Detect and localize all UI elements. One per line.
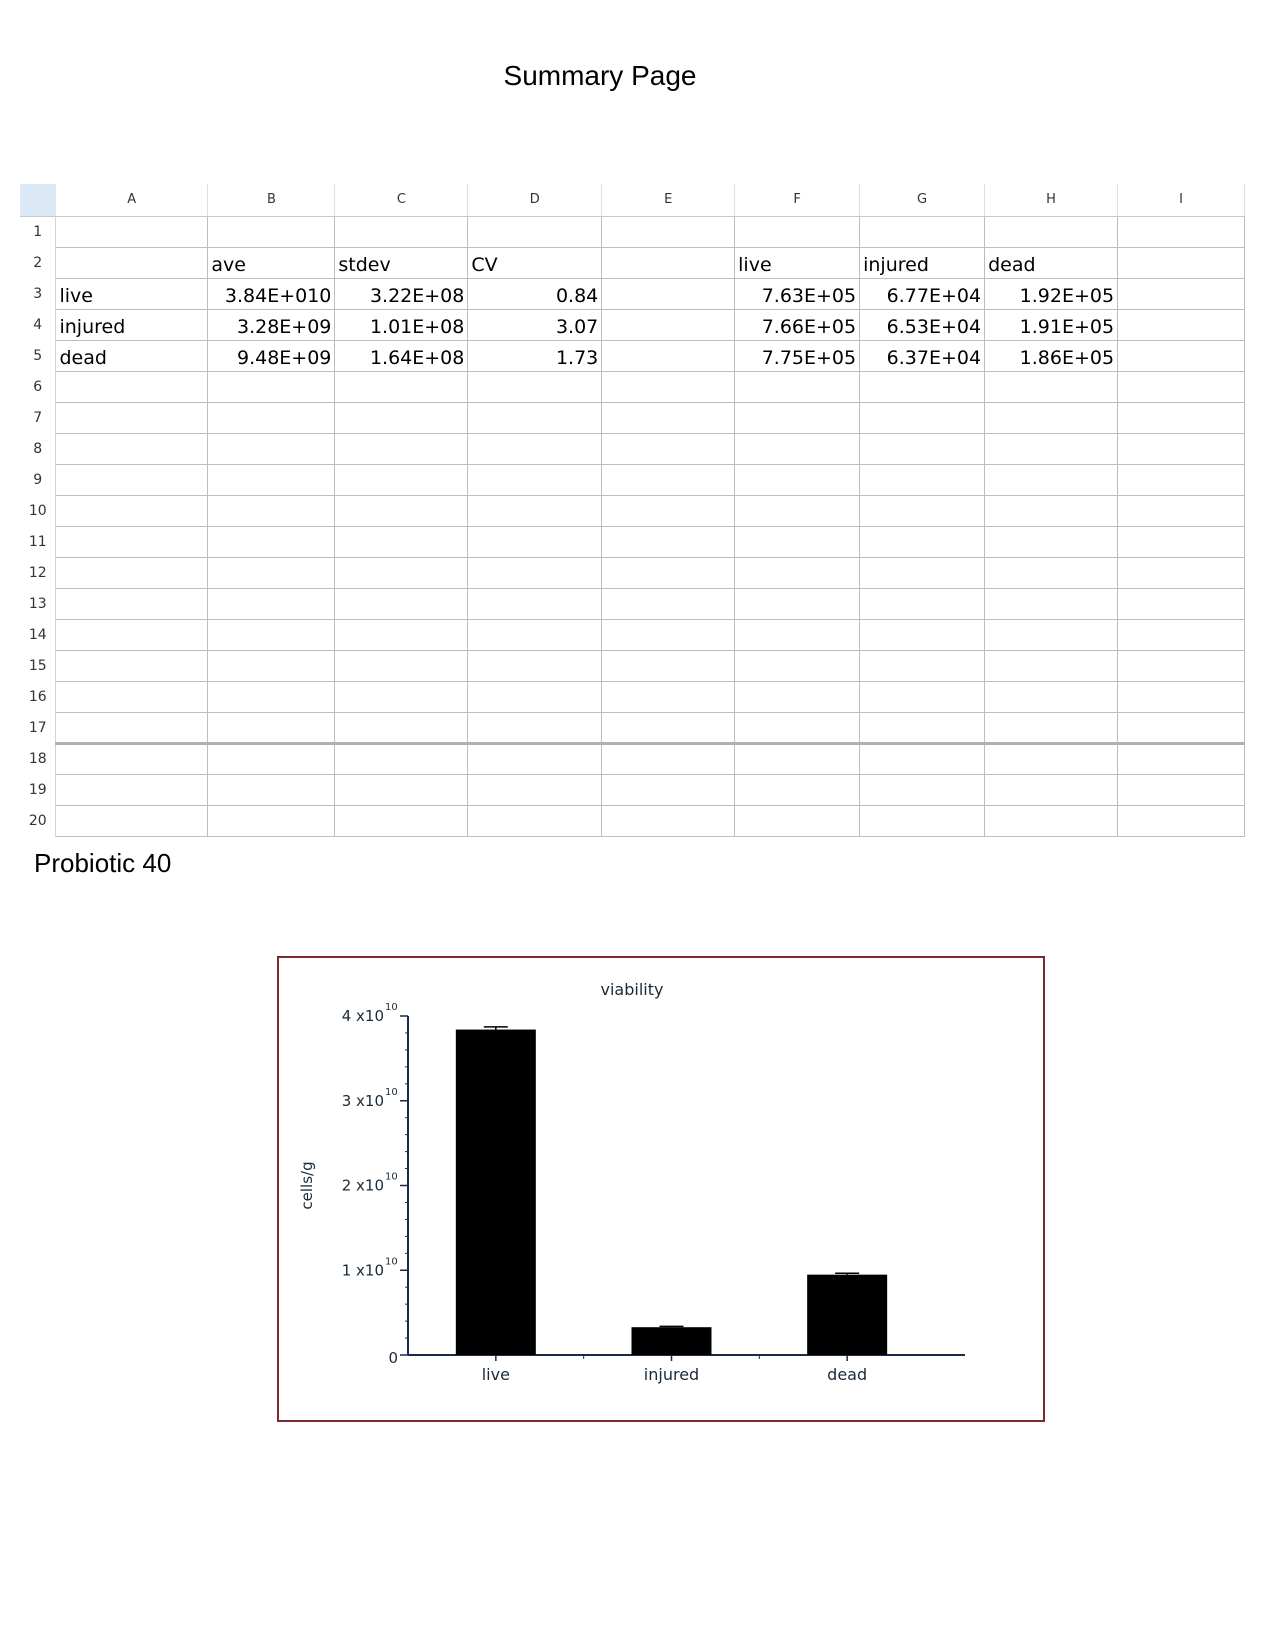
column-header-i[interactable]: I bbox=[1118, 184, 1245, 216]
bar-injured bbox=[632, 1327, 712, 1355]
cell-c1[interactable] bbox=[335, 216, 468, 247]
cell-b6[interactable] bbox=[208, 371, 335, 402]
cell-f9[interactable] bbox=[735, 464, 860, 495]
cell-b11[interactable] bbox=[208, 526, 335, 557]
cell-e2[interactable] bbox=[602, 247, 735, 278]
cell-a9[interactable] bbox=[56, 464, 208, 495]
cell-b4[interactable]: 3.28E+09 bbox=[208, 309, 335, 340]
cell-d17[interactable] bbox=[468, 712, 602, 743]
cell-f16[interactable] bbox=[735, 681, 860, 712]
cell-a19[interactable] bbox=[56, 774, 208, 805]
sheet-row bbox=[20, 650, 1245, 681]
cell-d9[interactable] bbox=[468, 464, 602, 495]
row-header[interactable]: 13 bbox=[20, 588, 56, 619]
sheet-row bbox=[20, 278, 1245, 309]
cell-i20[interactable] bbox=[1118, 805, 1245, 836]
cell-c15[interactable] bbox=[335, 650, 468, 681]
spreadsheet bbox=[20, 184, 1245, 837]
sheet-row bbox=[20, 371, 1245, 402]
column-header-a[interactable]: A bbox=[56, 184, 208, 216]
sheet-row bbox=[20, 774, 1245, 805]
sheet-row bbox=[20, 247, 1245, 278]
cell-f13[interactable] bbox=[735, 588, 860, 619]
cell-f11[interactable] bbox=[735, 526, 860, 557]
sheet-row bbox=[20, 619, 1245, 650]
cell-h12[interactable] bbox=[985, 557, 1118, 588]
cell-a20[interactable] bbox=[56, 805, 208, 836]
cell-a14[interactable] bbox=[56, 619, 208, 650]
x-tick-label-live: live bbox=[481, 1365, 510, 1384]
cell-i1[interactable] bbox=[1118, 216, 1245, 247]
row-header[interactable]: 17 bbox=[20, 712, 56, 743]
cell-d15[interactable] bbox=[468, 650, 602, 681]
sheet-row bbox=[20, 743, 1245, 774]
chart-svg bbox=[279, 958, 1043, 1420]
cell-e7[interactable] bbox=[602, 402, 735, 433]
cell-g12[interactable] bbox=[860, 557, 985, 588]
cell-g4[interactable]: 6.53E+04 bbox=[860, 309, 985, 340]
cell-d7[interactable] bbox=[468, 402, 602, 433]
cell-e13[interactable] bbox=[602, 588, 735, 619]
cell-i5[interactable] bbox=[1118, 340, 1245, 371]
row-header[interactable]: 16 bbox=[20, 681, 56, 712]
cell-d10[interactable] bbox=[468, 495, 602, 526]
cell-g1[interactable] bbox=[860, 216, 985, 247]
cell-e8[interactable] bbox=[602, 433, 735, 464]
cell-i10[interactable] bbox=[1118, 495, 1245, 526]
cell-f15[interactable] bbox=[735, 650, 860, 681]
cell-b13[interactable] bbox=[208, 588, 335, 619]
cell-g18[interactable] bbox=[860, 743, 985, 774]
cell-f8[interactable] bbox=[735, 433, 860, 464]
bar-dead bbox=[807, 1275, 887, 1355]
row-header[interactable]: 6 bbox=[20, 371, 56, 402]
cell-a5[interactable]: dead bbox=[56, 340, 208, 371]
cell-c7[interactable] bbox=[335, 402, 468, 433]
cell-f20[interactable] bbox=[735, 805, 860, 836]
viability-chart bbox=[277, 956, 1045, 1422]
cell-e18[interactable] bbox=[602, 743, 735, 774]
cell-h20[interactable] bbox=[985, 805, 1118, 836]
cell-d4[interactable]: 3.07 bbox=[468, 309, 602, 340]
cell-i3[interactable] bbox=[1118, 278, 1245, 309]
cell-e14[interactable] bbox=[602, 619, 735, 650]
cell-d19[interactable] bbox=[468, 774, 602, 805]
y-tick-exponent: 10 bbox=[385, 1002, 398, 1013]
cell-e11[interactable] bbox=[602, 526, 735, 557]
cell-g19[interactable] bbox=[860, 774, 985, 805]
cell-b18[interactable] bbox=[208, 743, 335, 774]
spreadsheet-grid bbox=[20, 184, 1245, 837]
y-tick-exponent: 10 bbox=[385, 1171, 398, 1183]
cell-f7[interactable] bbox=[735, 402, 860, 433]
cell-d14[interactable] bbox=[468, 619, 602, 650]
cell-c5[interactable]: 1.64E+08 bbox=[335, 340, 468, 371]
cell-e4[interactable] bbox=[602, 309, 735, 340]
cell-e6[interactable] bbox=[602, 371, 735, 402]
cell-c4[interactable]: 1.01E+08 bbox=[335, 309, 468, 340]
cell-d3[interactable]: 0.84 bbox=[468, 278, 602, 309]
cell-i2[interactable] bbox=[1118, 247, 1245, 278]
cell-i19[interactable] bbox=[1118, 774, 1245, 805]
select-all-corner[interactable] bbox=[20, 184, 56, 216]
cell-a6[interactable] bbox=[56, 371, 208, 402]
column-header-row bbox=[20, 184, 1245, 216]
y-tick-exponent: 10 bbox=[385, 1256, 398, 1268]
cell-g15[interactable] bbox=[860, 650, 985, 681]
row-header[interactable]: 19 bbox=[20, 774, 56, 805]
cell-b1[interactable] bbox=[208, 216, 335, 247]
cell-d1[interactable] bbox=[468, 216, 602, 247]
sheet-row bbox=[20, 805, 1245, 836]
y-tick-label: 0 bbox=[388, 1349, 398, 1367]
sheet-row bbox=[20, 340, 1245, 371]
cell-e15[interactable] bbox=[602, 650, 735, 681]
cell-a15[interactable] bbox=[56, 650, 208, 681]
cell-a18[interactable] bbox=[56, 743, 208, 774]
column-header-h[interactable]: H bbox=[985, 184, 1118, 216]
cell-d8[interactable] bbox=[468, 433, 602, 464]
cell-g6[interactable] bbox=[860, 371, 985, 402]
cell-b8[interactable] bbox=[208, 433, 335, 464]
cell-h5[interactable]: 1.86E+05 bbox=[985, 340, 1118, 371]
sheet-row bbox=[20, 557, 1245, 588]
cell-c12[interactable] bbox=[335, 557, 468, 588]
sheet-row bbox=[20, 309, 1245, 340]
x-tick-label-dead: dead bbox=[827, 1365, 868, 1384]
cell-c14[interactable] bbox=[335, 619, 468, 650]
row-header[interactable]: 15 bbox=[20, 650, 56, 681]
cell-f6[interactable] bbox=[735, 371, 860, 402]
cell-h11[interactable] bbox=[985, 526, 1118, 557]
cell-i8[interactable] bbox=[1118, 433, 1245, 464]
cell-c6[interactable] bbox=[335, 371, 468, 402]
page-title: Summary Page bbox=[503, 60, 697, 91]
sheet-row bbox=[20, 433, 1245, 464]
column-header-c[interactable]: C bbox=[335, 184, 468, 216]
cell-c16[interactable] bbox=[335, 681, 468, 712]
cell-i11[interactable] bbox=[1118, 526, 1245, 557]
cell-g3[interactable]: 6.77E+04 bbox=[860, 278, 985, 309]
row-header[interactable]: 18 bbox=[20, 743, 56, 774]
section-label: Probiotic 40 bbox=[34, 848, 172, 878]
cell-e1[interactable] bbox=[602, 216, 735, 247]
cell-b12[interactable] bbox=[208, 557, 335, 588]
chart-title: viability bbox=[600, 980, 664, 999]
cell-d18[interactable] bbox=[468, 743, 602, 774]
row-header[interactable]: 8 bbox=[20, 433, 56, 464]
cell-i18[interactable] bbox=[1118, 743, 1245, 774]
cell-b9[interactable] bbox=[208, 464, 335, 495]
cell-f1[interactable] bbox=[735, 216, 860, 247]
cell-b19[interactable] bbox=[208, 774, 335, 805]
cell-h1[interactable] bbox=[985, 216, 1118, 247]
cell-e5[interactable] bbox=[602, 340, 735, 371]
cell-c18[interactable] bbox=[335, 743, 468, 774]
row-header[interactable]: 4 bbox=[20, 309, 56, 340]
sheet-row bbox=[20, 681, 1245, 712]
cell-i14[interactable] bbox=[1118, 619, 1245, 650]
cell-a1[interactable] bbox=[56, 216, 208, 247]
y-tick-exponent: 10 bbox=[385, 1086, 398, 1098]
cell-a7[interactable] bbox=[56, 402, 208, 433]
cell-f4[interactable]: 7.66E+05 bbox=[735, 309, 860, 340]
cell-g17[interactable] bbox=[860, 712, 985, 743]
cell-d6[interactable] bbox=[468, 371, 602, 402]
cell-d12[interactable] bbox=[468, 557, 602, 588]
cell-h14[interactable] bbox=[985, 619, 1118, 650]
cell-g16[interactable] bbox=[860, 681, 985, 712]
cell-f18[interactable] bbox=[735, 743, 860, 774]
cell-h2[interactable]: dead bbox=[985, 247, 1118, 278]
cell-a4[interactable]: injured bbox=[56, 309, 208, 340]
cell-b3[interactable]: 3.84E+010 bbox=[208, 278, 335, 309]
sheet-row bbox=[20, 526, 1245, 557]
cell-i6[interactable] bbox=[1118, 371, 1245, 402]
sheet-row bbox=[20, 464, 1245, 495]
cell-h18[interactable] bbox=[985, 743, 1118, 774]
cell-b16[interactable] bbox=[208, 681, 335, 712]
cell-i4[interactable] bbox=[1118, 309, 1245, 340]
cell-d13[interactable] bbox=[468, 588, 602, 619]
cell-c2[interactable]: stdev bbox=[335, 247, 468, 278]
y-axis-label: cells/g bbox=[298, 1161, 316, 1210]
cell-h8[interactable] bbox=[985, 433, 1118, 464]
cell-c8[interactable] bbox=[335, 433, 468, 464]
cell-b10[interactable] bbox=[208, 495, 335, 526]
cell-h7[interactable] bbox=[985, 402, 1118, 433]
row-header[interactable]: 5 bbox=[20, 340, 56, 371]
cell-h3[interactable]: 1.92E+05 bbox=[985, 278, 1118, 309]
column-header-e[interactable]: E bbox=[602, 184, 735, 216]
cell-e9[interactable] bbox=[602, 464, 735, 495]
cell-g10[interactable] bbox=[860, 495, 985, 526]
cell-c9[interactable] bbox=[335, 464, 468, 495]
cell-f3[interactable]: 7.63E+05 bbox=[735, 278, 860, 309]
cell-b5[interactable]: 9.48E+09 bbox=[208, 340, 335, 371]
row-header[interactable]: 14 bbox=[20, 619, 56, 650]
column-header-d[interactable]: D bbox=[468, 184, 602, 216]
cell-c13[interactable] bbox=[335, 588, 468, 619]
cell-i17[interactable] bbox=[1118, 712, 1245, 743]
row-header[interactable]: 12 bbox=[20, 557, 56, 588]
cell-f19[interactable] bbox=[735, 774, 860, 805]
cell-i12[interactable] bbox=[1118, 557, 1245, 588]
cell-c20[interactable] bbox=[335, 805, 468, 836]
cell-g14[interactable] bbox=[860, 619, 985, 650]
cell-g9[interactable] bbox=[860, 464, 985, 495]
cell-f2[interactable]: live bbox=[735, 247, 860, 278]
cell-g13[interactable] bbox=[860, 588, 985, 619]
cell-f12[interactable] bbox=[735, 557, 860, 588]
cell-g7[interactable] bbox=[860, 402, 985, 433]
cell-b20[interactable] bbox=[208, 805, 335, 836]
cell-g20[interactable] bbox=[860, 805, 985, 836]
column-header-g[interactable]: G bbox=[860, 184, 985, 216]
row-header[interactable]: 2 bbox=[20, 247, 56, 278]
cell-g2[interactable]: injured bbox=[860, 247, 985, 278]
row-header[interactable]: 7 bbox=[20, 402, 56, 433]
bar-live bbox=[456, 1030, 536, 1355]
row-header[interactable]: 9 bbox=[20, 464, 56, 495]
cell-a8[interactable] bbox=[56, 433, 208, 464]
sheet-row bbox=[20, 588, 1245, 619]
cell-a13[interactable] bbox=[56, 588, 208, 619]
y-tick-label: 1 x10 bbox=[341, 1261, 384, 1280]
cell-e19[interactable] bbox=[602, 774, 735, 805]
cell-d16[interactable] bbox=[468, 681, 602, 712]
cell-f5[interactable]: 7.75E+05 bbox=[735, 340, 860, 371]
cell-a11[interactable] bbox=[56, 526, 208, 557]
cell-d11[interactable] bbox=[468, 526, 602, 557]
cell-h17[interactable] bbox=[985, 712, 1118, 743]
cell-b7[interactable] bbox=[208, 402, 335, 433]
cell-e20[interactable] bbox=[602, 805, 735, 836]
cell-i13[interactable] bbox=[1118, 588, 1245, 619]
row-header[interactable]: 3 bbox=[20, 278, 56, 309]
cell-c11[interactable] bbox=[335, 526, 468, 557]
cell-i16[interactable] bbox=[1118, 681, 1245, 712]
cell-a2[interactable] bbox=[56, 247, 208, 278]
cell-h9[interactable] bbox=[985, 464, 1118, 495]
cell-h19[interactable] bbox=[985, 774, 1118, 805]
cell-g8[interactable] bbox=[860, 433, 985, 464]
cell-a17[interactable] bbox=[56, 712, 208, 743]
sheet-row bbox=[20, 712, 1245, 743]
cell-e17[interactable] bbox=[602, 712, 735, 743]
cell-e3[interactable] bbox=[602, 278, 735, 309]
cell-c3[interactable]: 3.22E+08 bbox=[335, 278, 468, 309]
sheet-row bbox=[20, 216, 1245, 247]
cell-e16[interactable] bbox=[602, 681, 735, 712]
sheet-row bbox=[20, 495, 1245, 526]
cell-f17[interactable] bbox=[735, 712, 860, 743]
column-header-b[interactable]: B bbox=[208, 184, 335, 216]
cell-b2[interactable]: ave bbox=[208, 247, 335, 278]
cell-c17[interactable] bbox=[335, 712, 468, 743]
cell-d2[interactable]: CV bbox=[468, 247, 602, 278]
cell-h15[interactable] bbox=[985, 650, 1118, 681]
cell-a3[interactable]: live bbox=[56, 278, 208, 309]
cell-f10[interactable] bbox=[735, 495, 860, 526]
cell-h10[interactable] bbox=[985, 495, 1118, 526]
cell-c10[interactable] bbox=[335, 495, 468, 526]
cell-g11[interactable] bbox=[860, 526, 985, 557]
cell-i15[interactable] bbox=[1118, 650, 1245, 681]
cell-e12[interactable] bbox=[602, 557, 735, 588]
row-header[interactable]: 11 bbox=[20, 526, 56, 557]
cell-b17[interactable] bbox=[208, 712, 335, 743]
sheet-row bbox=[20, 402, 1245, 433]
cell-a16[interactable] bbox=[56, 681, 208, 712]
cell-d20[interactable] bbox=[468, 805, 602, 836]
y-tick-label: 3 x10 bbox=[341, 1091, 384, 1110]
x-tick-label-injured: injured bbox=[643, 1365, 700, 1384]
y-tick-label: 4 x10 bbox=[341, 1007, 384, 1025]
cell-e10[interactable] bbox=[602, 495, 735, 526]
row-header[interactable]: 20 bbox=[20, 805, 56, 836]
cell-b14[interactable] bbox=[208, 619, 335, 650]
cell-i9[interactable] bbox=[1118, 464, 1245, 495]
cell-d5[interactable]: 1.73 bbox=[468, 340, 602, 371]
row-header[interactable]: 10 bbox=[20, 495, 56, 526]
cell-b15[interactable] bbox=[208, 650, 335, 681]
cell-c19[interactable] bbox=[335, 774, 468, 805]
cell-h6[interactable] bbox=[985, 371, 1118, 402]
row-header[interactable]: 1 bbox=[20, 216, 56, 247]
cell-h16[interactable] bbox=[985, 681, 1118, 712]
cell-h4[interactable]: 1.91E+05 bbox=[985, 309, 1118, 340]
cell-f14[interactable] bbox=[735, 619, 860, 650]
column-header-f[interactable]: F bbox=[735, 184, 860, 216]
cell-a10[interactable] bbox=[56, 495, 208, 526]
cell-g5[interactable]: 6.37E+04 bbox=[860, 340, 985, 371]
y-tick-label: 2 x10 bbox=[341, 1176, 384, 1195]
cell-h13[interactable] bbox=[985, 588, 1118, 619]
cell-i7[interactable] bbox=[1118, 402, 1245, 433]
cell-a12[interactable] bbox=[56, 557, 208, 588]
